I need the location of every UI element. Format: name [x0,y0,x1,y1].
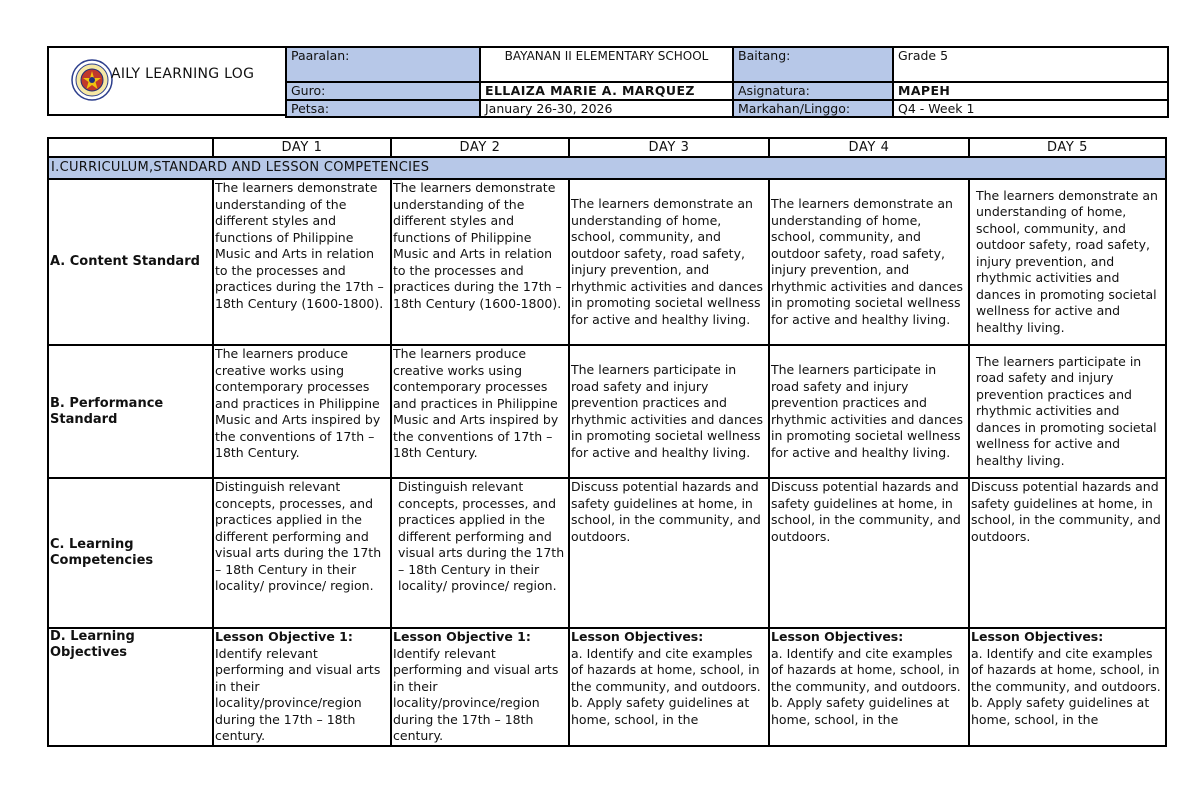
cell-text: The learners demonstrate an understanding of home, school, community, and outdoor safety, road safety, injury prevention, and rhythmic activities and dances in promoting societal wellness for active and healthy living. [569,179,769,345]
cell-text: The learners participate in road safety and injury prevention practices and rhythmic activities and dances in promoting societal wellness for active and healthy living. [569,345,769,478]
logo-title-cell [47,46,285,116]
document-title: AILY LEARNING LOG [111,66,255,82]
performance-standard-row [48,345,1166,478]
teacher-value: ELLAIZA MARIE A. MARQUEZ [480,82,733,100]
cell-text: Discuss potential hazards and safety guidelines at home, in school, in the community, and outdoors. [969,478,1166,628]
objective-text: Identify relevant performing and visual arts in their locality/province/region during the 17th – 18th century. [215,645,381,743]
row-label-performance-standard: B. Performance Standard [48,345,213,478]
cell-text: The learners demonstrate understanding of the different styles and functions of Philippine Music and Arts in relation to the processes and practices during the 17th – 18th Century (1600-1800). [391,179,569,345]
learning-competencies-row [48,478,1166,628]
objective-text: a. Identify and cite examples of hazards at home, school, in the community, and outdoors. b. Apply safety guidelines at home, school, in the [971,645,1161,727]
deped-seal-icon [71,59,113,101]
cell-text: The learners demonstrate understanding of the different styles and functions of Philippine Music and Arts in relation to the processes and practices during the 17th – 18th Century (1600-1800). [213,179,391,345]
grade-label: Baitang: [733,47,893,82]
section-title: I.CURRICULUM,STANDARD AND LESSON COMPETENCIES [48,157,1166,179]
day-header: DAY 5 [969,138,1166,157]
subject-label: Asignatura: [733,82,893,100]
objective-cell [569,628,769,746]
day-header-row [48,138,1166,157]
day-header: DAY 4 [769,138,969,157]
objective-cell [391,628,569,746]
objective-title: Lesson Objectives: [971,629,1104,644]
cell-text: Distinguish relevant concepts, processes, and practices applied in the different performing and visual arts during the 17th – 18th Century in their locality/ province/ region. [391,478,569,628]
header-info-table [285,46,1169,118]
learning-log-table [47,137,1167,747]
day-header: DAY 3 [569,138,769,157]
cell-text: The learners demonstrate an understanding of home, school, community, and outdoor safety, road safety, injury prevention, and rhythmic activities and dances in promoting societal wellness for active and healthy living. [769,179,969,345]
date-value: January 26-30, 2026 [480,100,733,118]
objective-text: a. Identify and cite examples of hazards at home, school, in the community, and outdoors. b. Apply safety guidelines at home, school, in the [571,645,761,727]
date-label: Petsa: [286,100,480,118]
cell-text: Distinguish relevant concepts, processes, and practices applied in the different performing and visual arts during the 17th – 18th Century in their locality/ province/ region. [213,478,391,628]
cell-text: The learners produce creative works using contemporary processes and practices in Philippine Music and Arts inspired by the conventions of 17th – 18th Century. [391,345,569,478]
cell-text: The learners participate in road safety and injury prevention practices and rhythmic activities and dances in promoting societal wellness for active and healthy living. [769,345,969,478]
day-header: DAY 2 [391,138,569,157]
day-header: DAY 1 [213,138,391,157]
objective-text: Identify relevant performing and visual arts in their locality/province/region during the 17th – 18th century. [393,645,559,743]
teacher-label: Guro: [286,82,480,100]
objective-cell [969,628,1166,746]
cell-text: Discuss potential hazards and safety guidelines at home, in school, in the community, and outdoors. [769,478,969,628]
cell-text: Discuss potential hazards and safety guidelines at home, in school, in the community, and outdoors. [569,478,769,628]
objective-title: Lesson Objective 1: [215,629,353,644]
objective-text: a. Identify and cite examples of hazards at home, school, in the community, and outdoors. b. Apply safety guidelines at home, school, in the [771,645,961,727]
cell-text: The learners participate in road safety and injury prevention practices and rhythmic activities and dances in promoting societal wellness for active and healthy living. [969,345,1166,478]
objective-title: Lesson Objectives: [771,629,904,644]
row-label-learning-competencies: C. Learning Competencies [48,478,213,628]
quarter-label: Markahan/Linggo: [733,100,893,118]
subject-value: MAPEH [893,82,1168,100]
row-label-learning-objectives: D. Learning Objectives [48,628,213,746]
row-label-content-standard: A. Content Standard [48,179,213,345]
learning-objectives-row [48,628,1166,746]
quarter-value: Q4 - Week 1 [893,100,1168,118]
dll-header [47,46,1167,118]
grade-value: Grade 5 [893,47,1168,82]
objective-cell [213,628,391,746]
objective-title: Lesson Objective 1: [393,629,531,644]
content-standard-row [48,179,1166,345]
section-row [48,157,1166,179]
school-label: Paaralan: [286,47,480,82]
cell-text: The learners demonstrate an understanding of home, school, community, and outdoor safety, road safety, injury prevention, and rhythmic activities and dances in promoting societal wellness for active and healthy living. [969,179,1166,345]
cell-text: The learners produce creative works using contemporary processes and practices in Philippine Music and Arts inspired by the conventions of 17th – 18th Century. [213,345,391,478]
school-value: BAYANAN II ELEMENTARY SCHOOL [480,47,733,82]
corner-cell [48,138,213,157]
objective-cell [769,628,969,746]
objective-title: Lesson Objectives: [571,629,704,644]
